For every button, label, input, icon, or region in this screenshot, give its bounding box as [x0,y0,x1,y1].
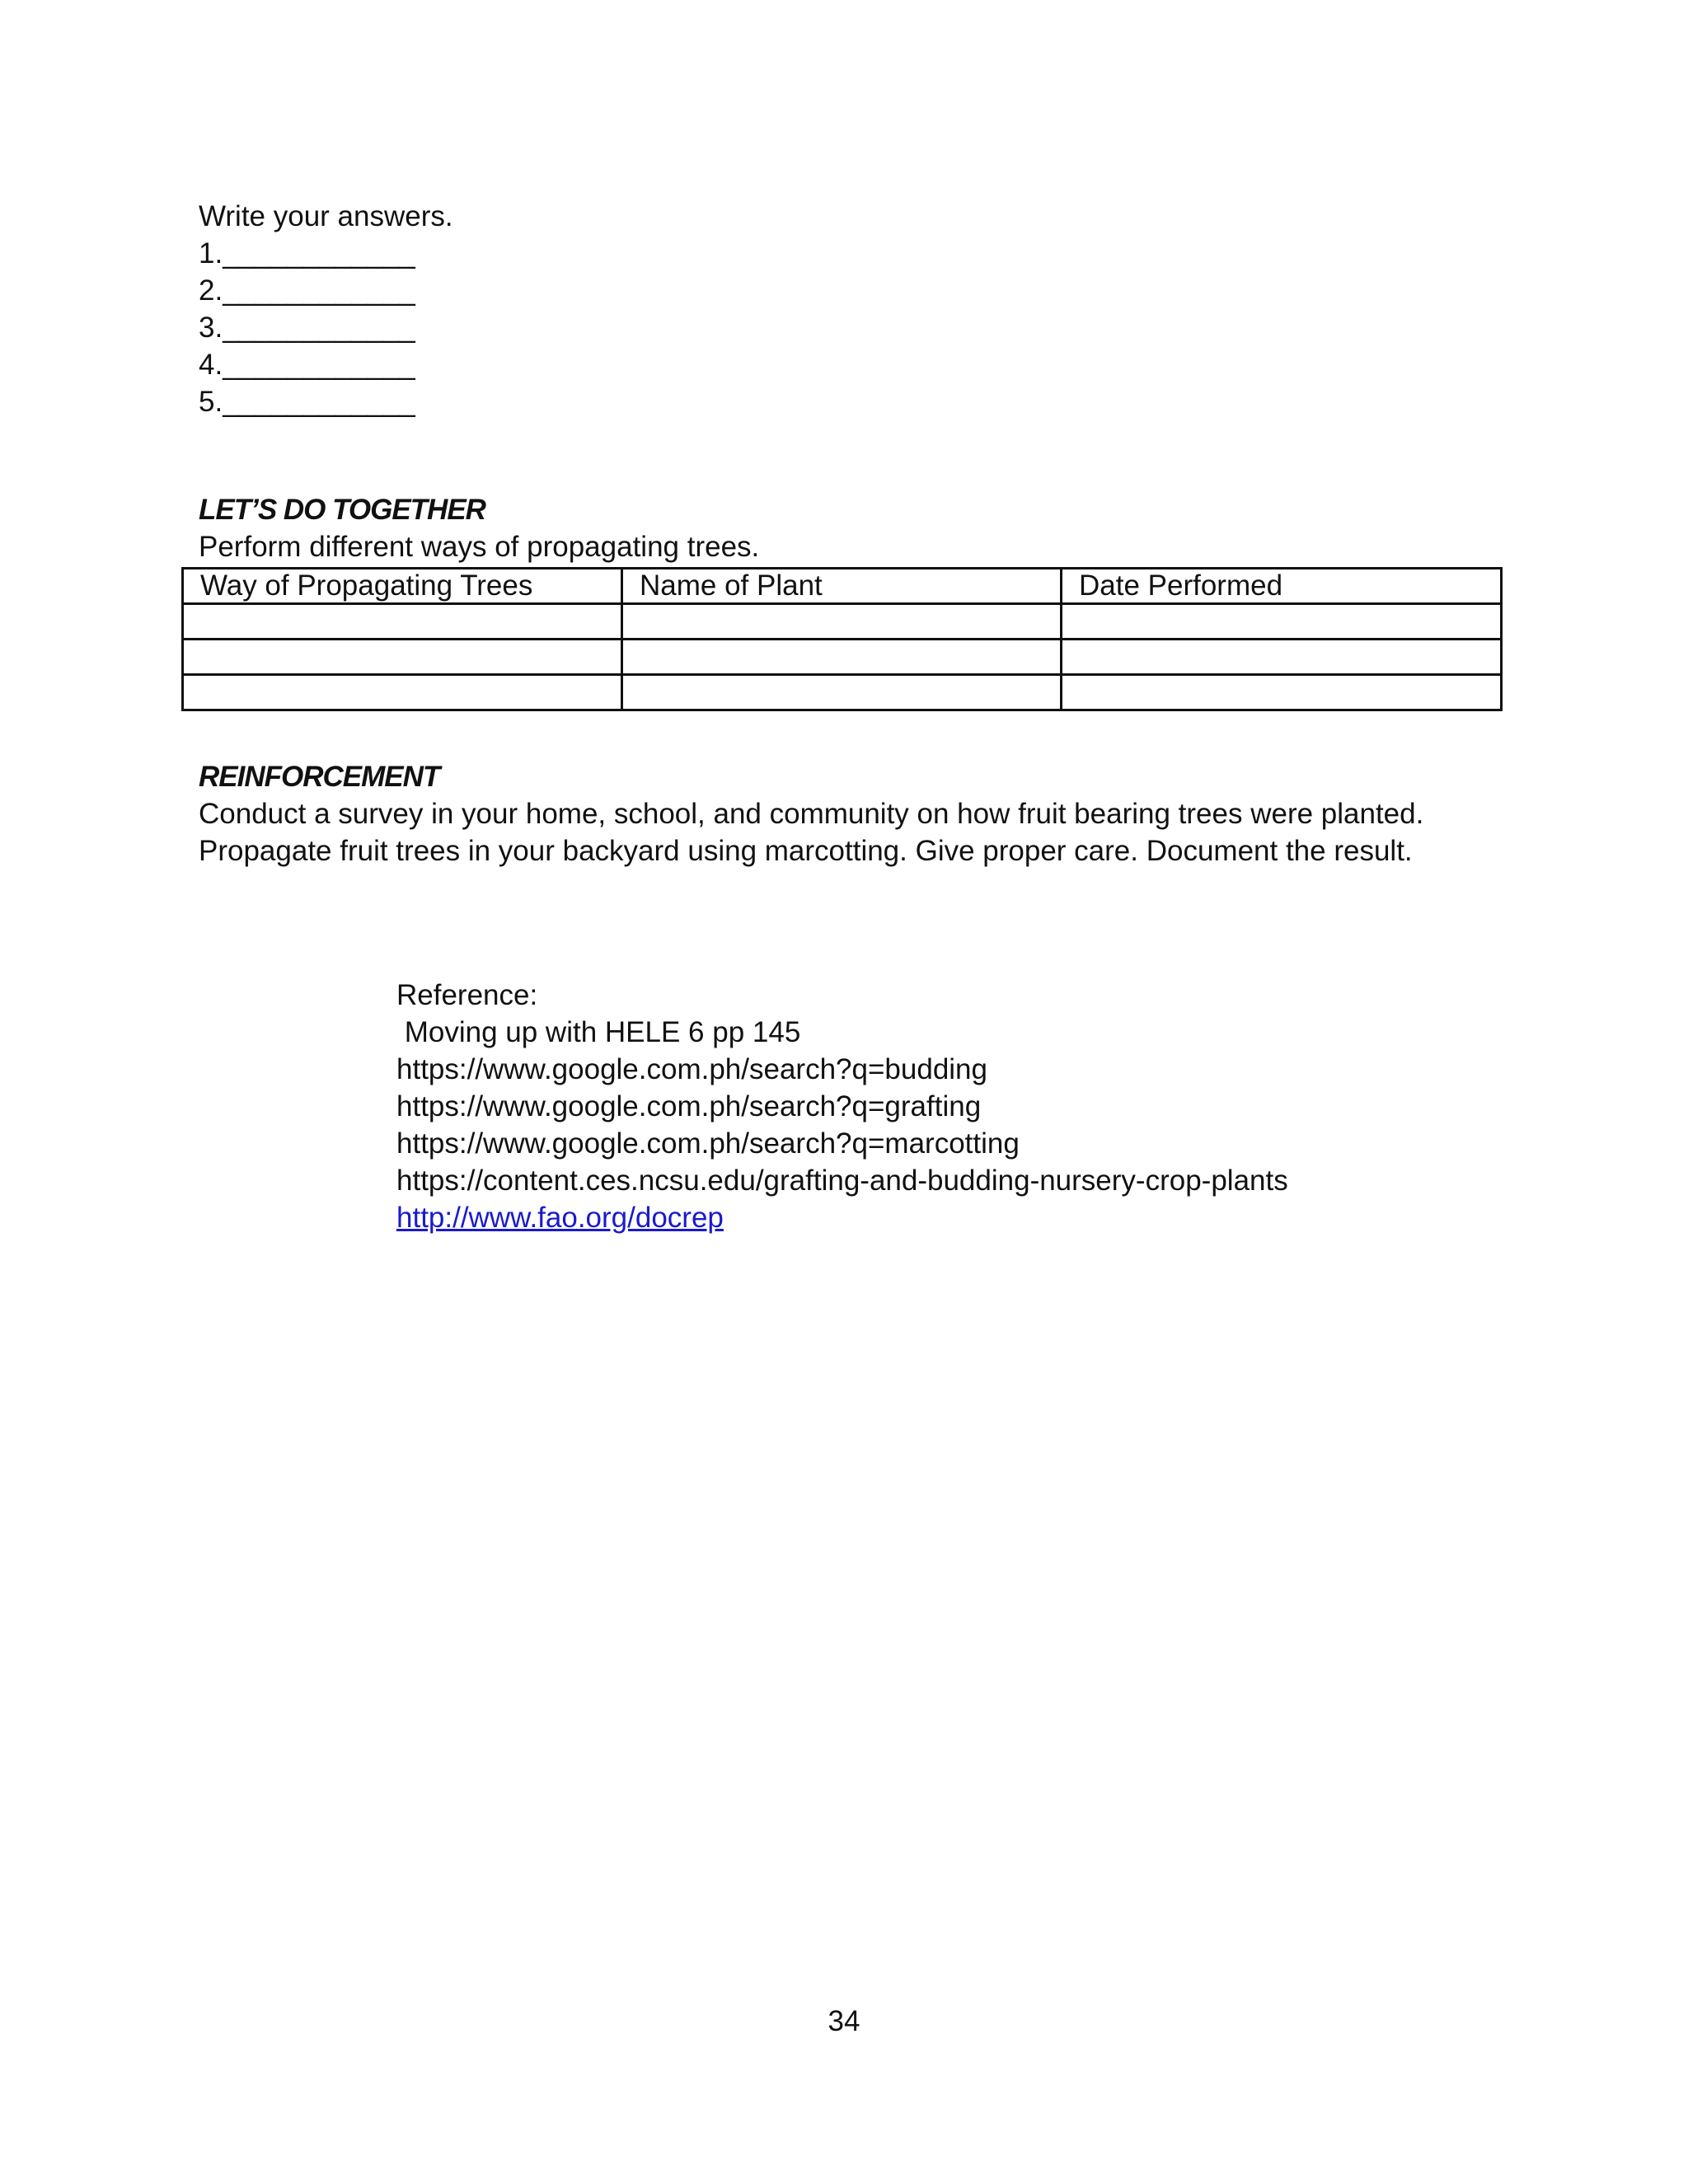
table-cell[interactable] [183,640,622,675]
answer-line-3: 3.____________ [199,312,415,344]
table-row [183,640,1502,675]
answer-line-1: 1.____________ [199,237,415,269]
answers-instruction: Write your answers. [199,200,453,232]
answer-line-2: 2.____________ [199,274,415,307]
table-cell[interactable] [1062,640,1502,675]
reference-url-grafting: https://www.google.com.ph/search?q=grafting [396,1090,982,1122]
table-row [183,604,1502,640]
propagation-table [181,567,1503,711]
table-header-way: Way of Propagating Trees [183,569,622,604]
reference-url-marcotting: https://www.google.com.ph/search?q=marcotting [396,1127,1020,1160]
table-cell[interactable] [183,675,622,710]
page-number: 34 [828,2005,860,2037]
lets-do-together-heading: LET’S DO TOGETHER [199,494,485,526]
reference-url-ncsu: https://content.ces.ncsu.edu/grafting-and-budding-nursery-crop-plants [396,1165,1288,1197]
table-header-plant: Name of Plant [622,569,1062,604]
answer-line-5: 5.____________ [199,386,415,418]
reinforcement-heading: REINFORCEMENT [199,761,440,793]
reinforcement-line-1: Conduct a survey in your home, school, and community on how fruit bearing trees were planted. [199,798,1424,830]
references-section [396,977,1288,1236]
table-cell[interactable] [1062,675,1502,710]
lets-do-together-section [199,491,759,565]
answers-section [199,198,453,420]
reference-link-fao[interactable]: http://www.fao.org/docrep [396,1202,724,1234]
reinforcement-section [199,758,1423,869]
table-cell[interactable] [183,604,622,640]
reference-book: Moving up with HELE 6 pp 145 [396,1016,801,1048]
table-cell[interactable] [622,604,1062,640]
table-header-row [183,569,1502,604]
reinforcement-line-2: Propagate fruit trees in your backyard using marcotting. Give proper care. Document the result. [199,835,1413,867]
table-cell[interactable] [622,675,1062,710]
table-row [183,675,1502,710]
lets-do-together-instruction: Perform different ways of propagating trees. [199,531,760,563]
table-header-date: Date Performed [1062,569,1502,604]
answer-line-4: 4.____________ [199,349,415,381]
table-cell[interactable] [1062,604,1502,640]
table-cell[interactable] [622,640,1062,675]
reference-url-budding: https://www.google.com.ph/search?q=budding [396,1053,987,1085]
reference-label: Reference: [396,979,538,1011]
